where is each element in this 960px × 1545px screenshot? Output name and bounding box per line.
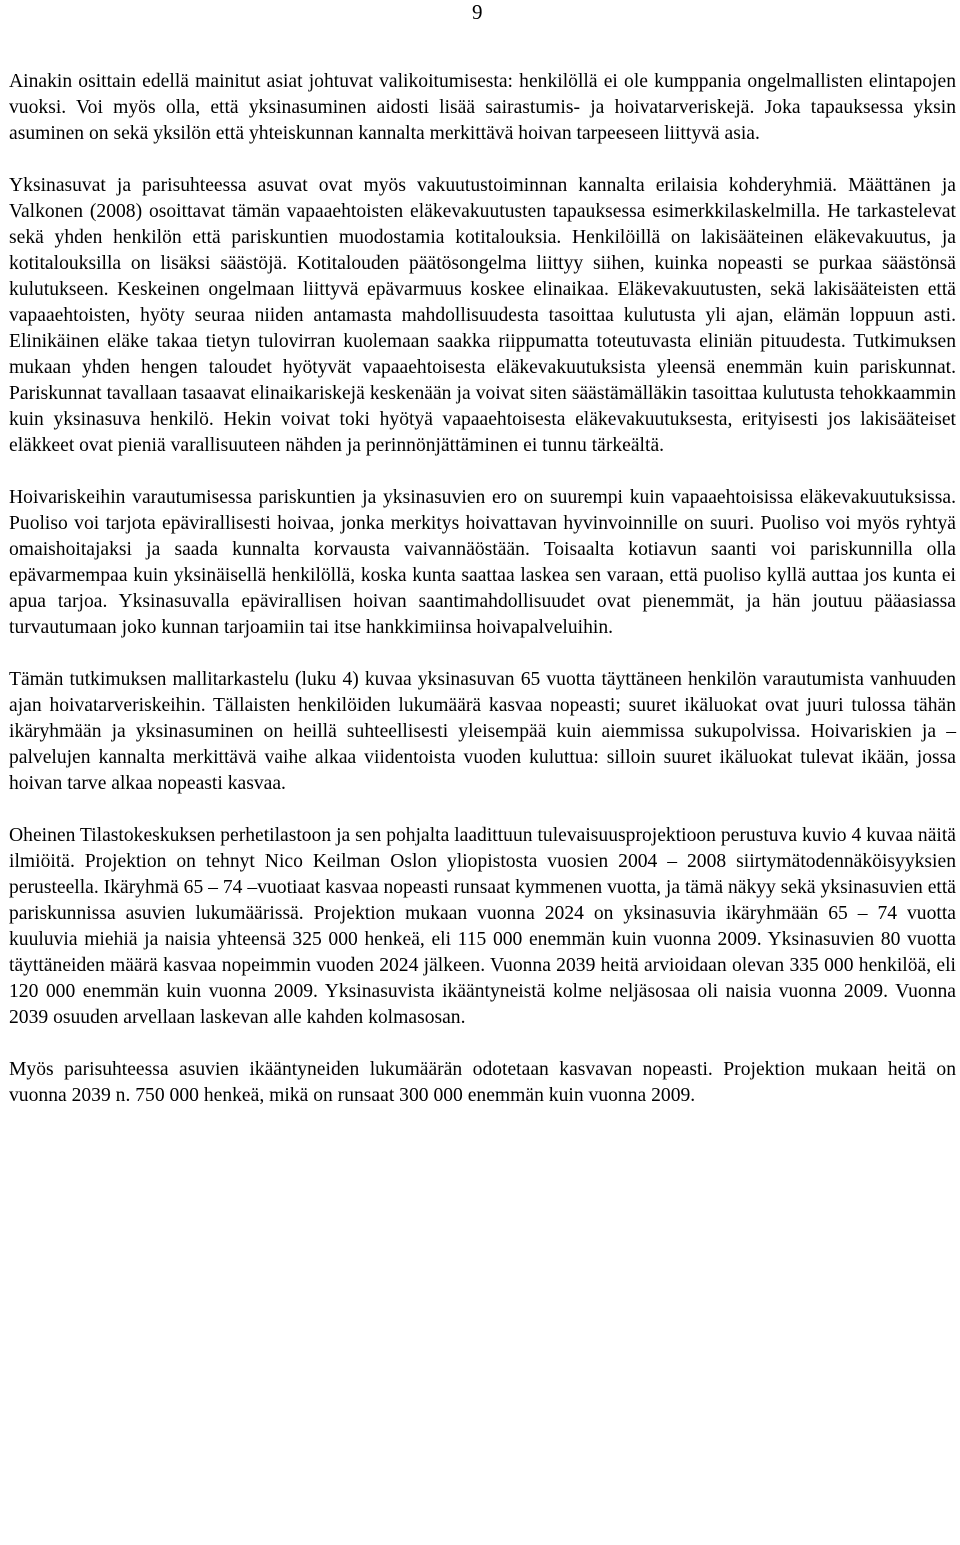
paragraph-gap [9, 1031, 956, 1057]
paragraph-projection-figure: Oheinen Tilastokeskuksen perhetilastoon ja sen pohjalta laadittuun tulevaisuusprojektioon perustuva kuvio 4 kuvaa näitä ilmiöitä. Projektion on tehnyt Nico Keilman Oslon yliopistosta vuosien 2004 – 2008 siirtymätodennäköisyyksien perusteella. Ikäryhmä 65 – 74 –vuotiaat kasvaa nopeasti runsaat kymmenen vuotta, ja tämä näkyy sekä yksinasuvien että pariskunnissa asuvien lukumäärissä. Projektion mukaan vuonna 2024 on yksinasuvia ikäryhmään 65 – 74 vuotta kuuluvia miehiä ja naisia yhteensä 325 000 henkeä, eli 115 000 enemmän kuin vuonna 2009. Yksinasuvien 80 vuotta täyttäneiden määrä kasvaa nopeimmin vuoden 2024 jälkeen. Vuonna 2039 heitä arvioidaan olevan 335 000 henkilöä, eli 120 000 enemmän kuin vuonna 2009. Yksinasuvista ikääntyneistä kolme neljäsosaa oli naisia vuonna 2009. Vuonna 2039 osuuden arvellaan laskevan alle kahden kolmasosan. [9, 825, 956, 1028]
paragraph-care-risk-preparation: Hoivariskeihin varautumisessa pariskuntien ja yksinasuvien ero on suurempi kuin vapaaehtoisissa eläkevakuutuksissa. Puoliso voi tarjota epävirallisesti hoivaa, jonka merkitys hoivattavan hyvinvoinnille on suuri. Puoliso voi myös ryhtyä omaishoitajaksi ja saada kunnalta korvausta vaivannäöstään. Toisaalta kotiavun saanti voi pariskunnilla olla epävarmempaa kuin yksinäisellä henkilöllä, koska kunta saattaa laskea sen varaan, että puoliso kyllä auttaa jos kunta ei apua tarjoa. Yksinasuvalla epävirallisen hoivan saantimahdollisuudet ovat pienemmät, ja hän joutuu pääasiassa turvautumaan joko kunnan tarjoamiin tai itse hankkimiinsa hoivapalveluihin. [9, 487, 956, 638]
paragraph-selection-effects: Ainakin osittain edellä mainitut asiat johtuvat valikoitumisesta: henkilöllä ei ole kumppania ongelmallisten elintapojen vuoksi. Voi myös olla, että yksinasuminen aidosti lisää sairastumis- ja hoivatarveriskejä. Joka tapauksessa yksin asuminen on sekä yksilön että yhteiskunnan kannalta merkittävä hoivan tarpeeseen liittyvä asia. [9, 71, 956, 144]
paragraph-insurance-target-groups: Yksinasuvat ja parisuhteessa asuvat ovat myös vakuutustoiminnan kannalta erilaisia kohderyhmiä. Määttänen ja Valkonen (2008) osoittavat tämän vapaaehtoisten eläkevakuutusten tapauksessa esimerkkilaskelmilla. He tarkastelevat sekä yhden henkilön että pariskuntien muodostamia kotitalouksia. Henkilöillä on lakisääteinen eläkevakuutus, ja kotitalouksilla on lisäksi säästöjä. Kotitalouden päätösongelma liittyy siihen, kuinka nopeasti se purkaa säästönsä kulutukseen. Keskeinen ongelmaan liittyvä epävarmuus koskee elinaikaa. Eläkevakuutusten, sekä lakisääteisten että vapaaehtoisten, hyöty seuraa niiden antamasta mahdollisuudesta tasoittaa kulutusta yli ajan, elämän loppuun asti. Elinikäinen eläke takaa tietyn tulovirran kuolemaan saakka riippumatta toteutuvasta eliniän pituudesta. Tutkimuksen mukaan yhden hengen taloudet hyötyvät vapaaehtoisesta eläkevakuutuksista yleensä enemmän kuin pariskunnat. Pariskunnat tavallaan tasaavat elinaikariskejä keskenään ja voivat siten säästämälläkin tasoittaa kulutusta tehokkaammin kuin yksinasuva henkilö. Hekin voivat toki hyötyä vapaaehtoisesta eläkevakuutuksesta, erityisesti jos lakisääteiset eläkkeet ovat pieniä varallisuuteen nähden ja perinnönjättäminen ei tunnu tärkeältä. [9, 175, 956, 456]
paragraph-gap [9, 147, 956, 173]
paragraph-gap [9, 797, 956, 823]
paragraph-model-description: Tämän tutkimuksen mallitarkastelu (luku 4) kuvaa yksinasuvan 65 vuotta täyttäneen henkilön varautumista vanhuuden ajan hoivatarveriskeihin. Tällaisten henkilöiden lukumäärä kasvaa nopeasti; suuret ikäluokat ovat juuri tulossa tähän ikäryhmään ja yksinasuminen on heillä suhteellisesti yleisempää kuin aiemmissa sukupolvissa. Hoivariskien ja –palvelujen kannalta merkittävä vaihe alkaa viidentoista vuoden kuluttua: silloin suuret ikäluokat tulevat ikään, jossa hoivan tarve alkaa nopeasti kasvaa. [9, 669, 956, 794]
document-body [9, 69, 956, 1109]
paragraph-gap [9, 459, 956, 485]
paragraph-couples-growth: Myös parisuhteessa asuvien ikääntyneiden lukumäärän odotetaan kasvavan nopeasti. Projektion mukaan heitä on vuonna 2039 n. 750 000 henkeä, mikä on runsaat 300 000 enemmän kuin vuonna 2009. [9, 1059, 956, 1106]
paragraph-gap [9, 641, 956, 667]
page-number: 9 [472, 0, 483, 24]
